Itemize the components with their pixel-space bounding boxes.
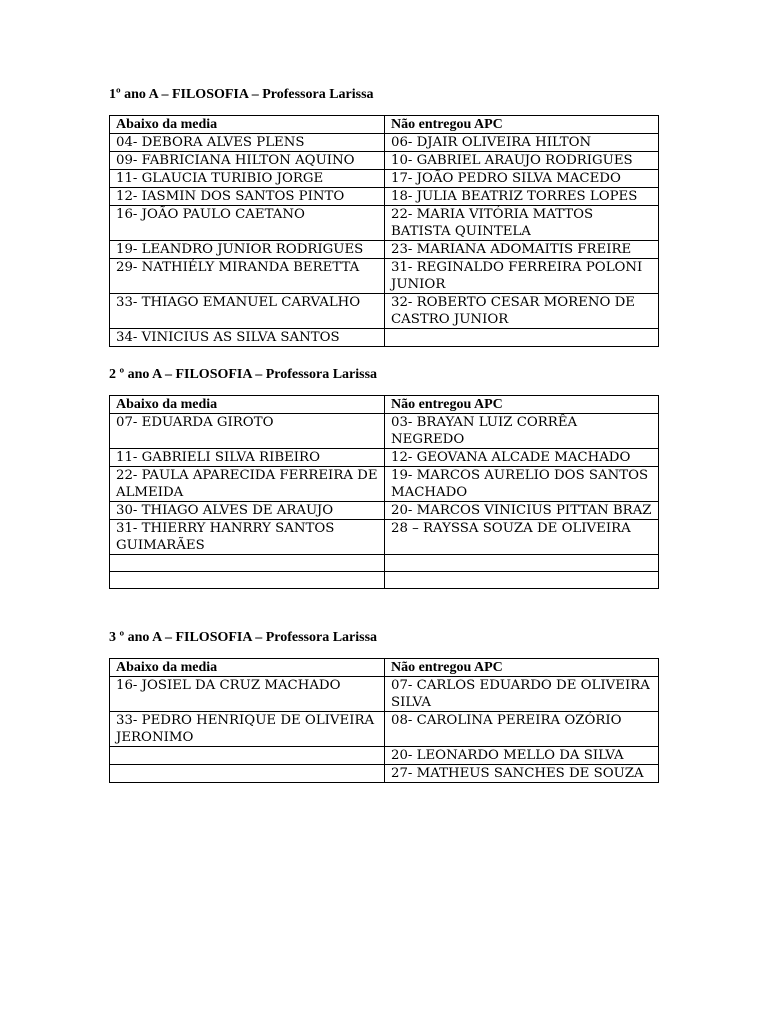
cell-not-delivered: 03- BRAYAN LUIZ CORRÊA NEGREDO — [385, 414, 659, 449]
table-row — [110, 572, 659, 589]
table-header-row — [110, 116, 659, 134]
header-not-delivered: Não entregou APC — [385, 116, 659, 134]
table-row — [110, 449, 659, 467]
cell-not-delivered: 22- MARIA VITÓRIA MATTOS BATISTA QUINTELA — [385, 206, 659, 241]
cell-below-average: 19- LEANDRO JUNIOR RODRIGUES — [110, 241, 385, 259]
cell-not-delivered: 20- MARCOS VINICIUS PITTAN BRAZ — [385, 502, 659, 520]
cell-not-delivered: 23- MARIANA ADOMAITIS FREIRE — [385, 241, 659, 259]
cell-below-average — [110, 572, 385, 589]
section-title: 1º ano A – FILOSOFIA – Professora Larissa — [109, 87, 374, 102]
table-row — [110, 294, 659, 329]
table-row — [110, 677, 659, 712]
cell-below-average: 16- JOÃO PAULO CAETANO — [110, 206, 385, 241]
cell-below-average: 31- THIERRY HANRRY SANTOS GUIMARÃES — [110, 520, 385, 555]
table-row — [110, 502, 659, 520]
cell-below-average: 33- PEDRO HENRIQUE DE OLIVEIRA JERONIMO — [110, 712, 385, 747]
header-below-average: Abaixo da media — [110, 396, 385, 414]
cell-not-delivered: 19- MARCOS AURELIO DOS SANTOS MACHADO — [385, 467, 659, 502]
cell-below-average: 16- JOSIEL DA CRUZ MACHADO — [110, 677, 385, 712]
cell-not-delivered: 12- GEOVANA ALCADE MACHADO — [385, 449, 659, 467]
section-2 — [109, 367, 658, 589]
cell-not-delivered: 27- MATHEUS SANCHES DE SOUZA — [385, 765, 659, 783]
cell-not-delivered: 31- REGINALDO FERREIRA POLONI JUNIOR — [385, 259, 659, 294]
cell-not-delivered: 32- ROBERTO CESAR MORENO DE CASTRO JUNIOR — [385, 294, 659, 329]
cell-not-delivered: 10- GABRIEL ARAUJO RODRIGUES — [385, 152, 659, 170]
table-row — [110, 712, 659, 747]
grades-table — [109, 395, 659, 589]
cell-below-average — [110, 765, 385, 783]
cell-below-average — [110, 555, 385, 572]
table-row — [110, 188, 659, 206]
header-below-average: Abaixo da media — [110, 659, 385, 677]
table-row — [110, 747, 659, 765]
cell-below-average — [110, 747, 385, 765]
table-header-row — [110, 659, 659, 677]
cell-below-average: 04- DEBORA ALVES PLENS — [110, 134, 385, 152]
table-row — [110, 765, 659, 783]
section-title: 2 º ano A – FILOSOFIA – Professora Larissa — [109, 367, 378, 382]
cell-not-delivered — [385, 572, 659, 589]
cell-below-average: 30- THIAGO ALVES DE ARAUJO — [110, 502, 385, 520]
cell-below-average: 11- GLAUCIA TURIBIO JORGE — [110, 170, 385, 188]
table-row — [110, 206, 659, 241]
table-row — [110, 134, 659, 152]
table-row — [110, 467, 659, 502]
section-title: 3 º ano A – FILOSOFIA – Professora Larissa — [109, 630, 378, 645]
cell-not-delivered: 20- LEONARDO MELLO DA SILVA — [385, 747, 659, 765]
table-row — [110, 170, 659, 188]
header-not-delivered: Não entregou APC — [385, 396, 659, 414]
table-row — [110, 520, 659, 555]
cell-not-delivered — [385, 329, 659, 347]
table-header-row — [110, 396, 659, 414]
cell-below-average: 33- THIAGO EMANUEL CARVALHO — [110, 294, 385, 329]
cell-not-delivered — [385, 555, 659, 572]
header-below-average: Abaixo da media — [110, 116, 385, 134]
cell-not-delivered: 08- CAROLINA PEREIRA OZÓRIO — [385, 712, 659, 747]
cell-below-average: 22- PAULA APARECIDA FERREIRA DE ALMEIDA — [110, 467, 385, 502]
cell-below-average: 34- VINICIUS AS SILVA SANTOS — [110, 329, 385, 347]
cell-below-average: 07- EDUARDA GIROTO — [110, 414, 385, 449]
section-3 — [109, 630, 658, 783]
cell-not-delivered: 07- CARLOS EDUARDO DE OLIVEIRA SILVA — [385, 677, 659, 712]
table-row — [110, 259, 659, 294]
cell-not-delivered: 17- JOÃO PEDRO SILVA MACEDO — [385, 170, 659, 188]
header-not-delivered: Não entregou APC — [385, 659, 659, 677]
table-row — [110, 555, 659, 572]
cell-below-average: 09- FABRICIANA HILTON AQUINO — [110, 152, 385, 170]
table-row — [110, 414, 659, 449]
table-row — [110, 329, 659, 347]
cell-not-delivered: 28 – RAYSSA SOUZA DE OLIVEIRA — [385, 520, 659, 555]
cell-below-average: 12- IASMIN DOS SANTOS PINTO — [110, 188, 385, 206]
cell-not-delivered: 06- DJAIR OLIVEIRA HILTON — [385, 134, 659, 152]
section-1 — [109, 87, 658, 347]
grades-table — [109, 115, 659, 347]
cell-not-delivered: 18- JULIA BEATRIZ TORRES LOPES — [385, 188, 659, 206]
grades-table — [109, 658, 659, 783]
table-row — [110, 152, 659, 170]
cell-below-average: 11- GABRIELI SILVA RIBEIRO — [110, 449, 385, 467]
cell-below-average: 29- NATHIÉLY MIRANDA BERETTA — [110, 259, 385, 294]
table-row — [110, 241, 659, 259]
